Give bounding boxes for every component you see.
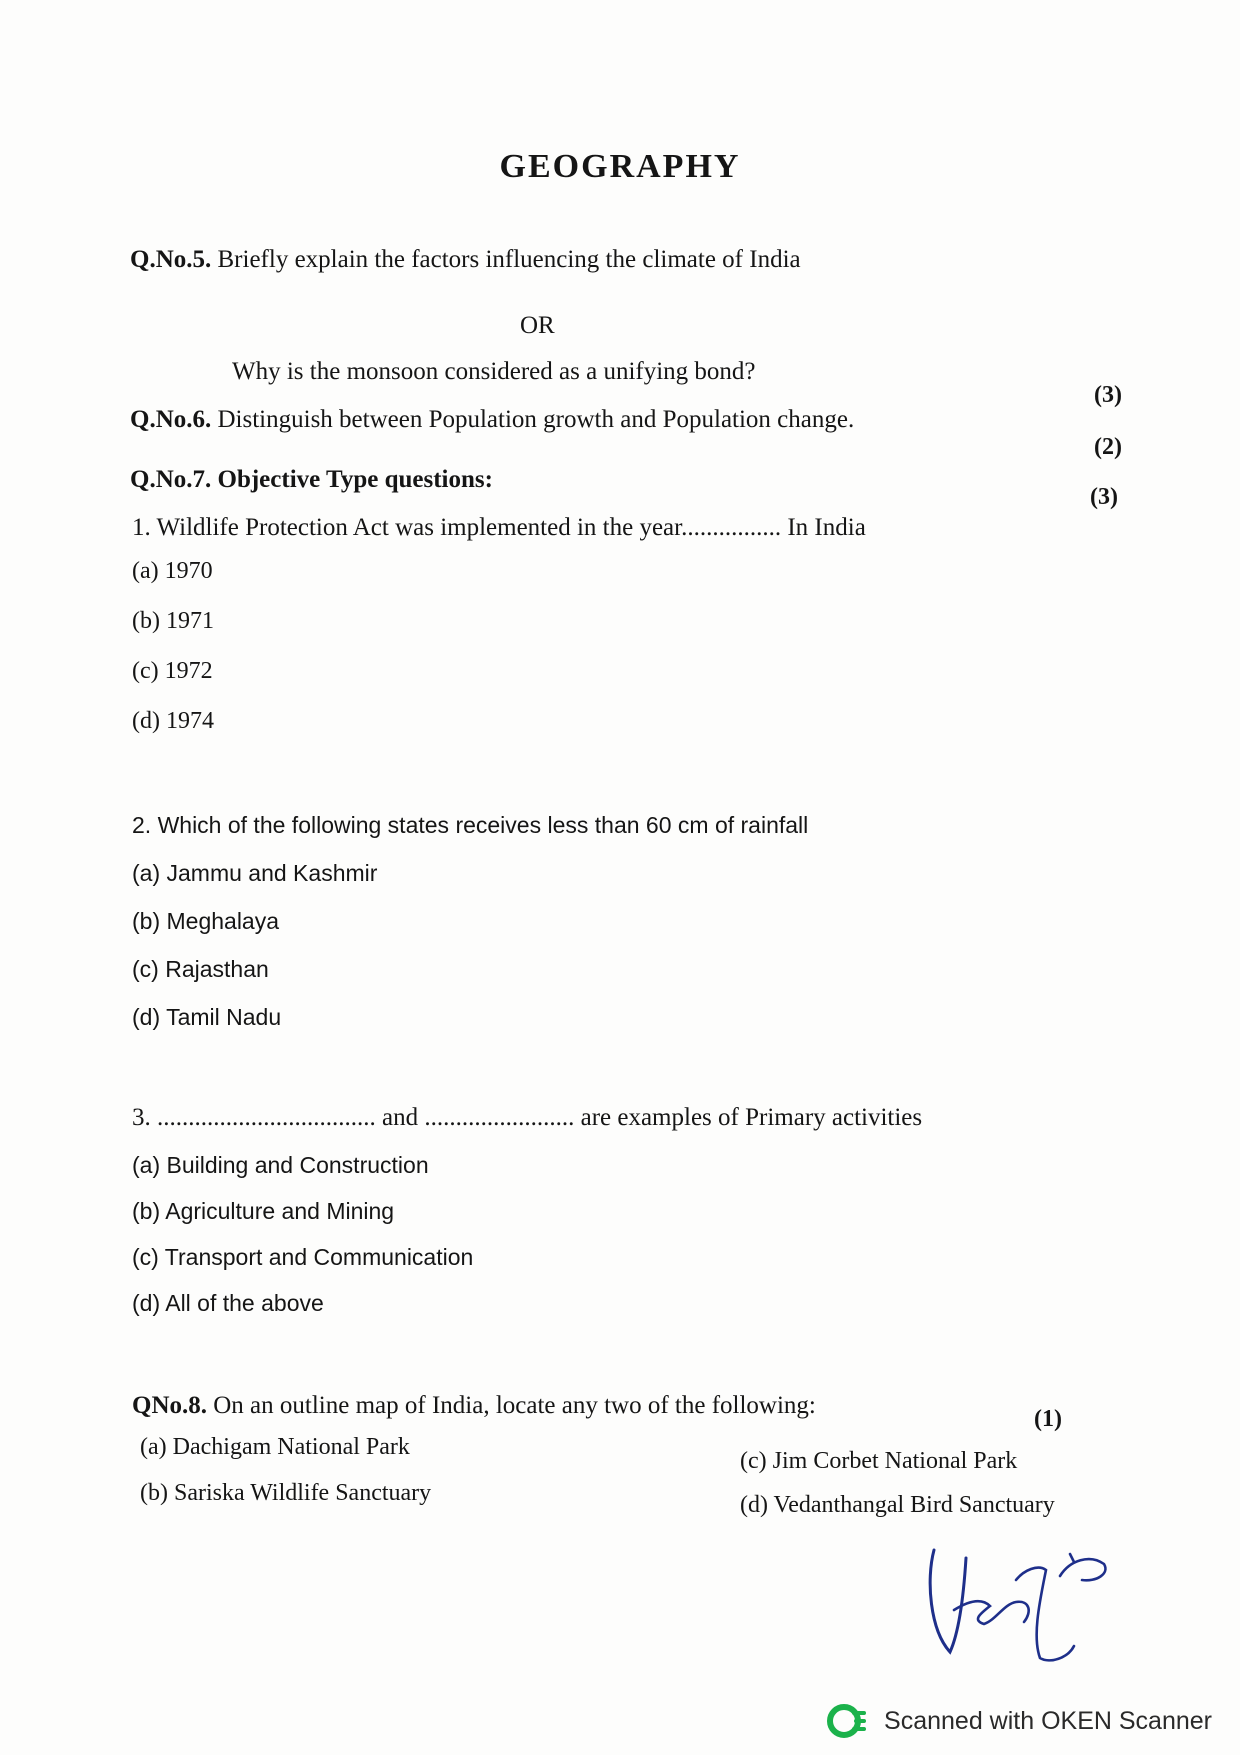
q7-item3-stem: 3. ................................... and ........................ are examples of Primary activities <box>132 1104 923 1131</box>
q7-label: Q.No.7. <box>130 466 212 493</box>
q7-item1-stem: 1. Wildlife Protection Act was implemented in the year................ In India <box>132 514 866 541</box>
q8-option-b: (b) Sariska Wildlife Sanctuary <box>140 1480 432 1506</box>
q6-label: Q.No.6. <box>130 406 212 433</box>
q6-question <box>130 406 854 434</box>
q5-or: OR <box>520 312 555 339</box>
q7-item3-option-a: (a) Building and Construction <box>132 1152 429 1178</box>
q8-question <box>132 1392 816 1420</box>
q7-text: Objective Type questions: <box>217 466 493 493</box>
q8-text: On an outline map of India, locate any two of the following: <box>213 1392 816 1419</box>
q5-marks: (3) <box>1094 382 1122 408</box>
q7-item3-option-b: (b) Agriculture and Mining <box>132 1198 395 1224</box>
q7-item2-option-a: (a) Jammu and Kashmir <box>132 860 378 886</box>
q7-item2-option-c: (c) Rajasthan <box>132 956 269 982</box>
oken-scanner-logo-icon <box>826 1703 870 1739</box>
scanner-footer-text: Scanned with OKEN Scanner <box>884 1706 1212 1735</box>
q7-item3-option-d: (d) All of the above <box>132 1290 324 1316</box>
scanner-footer <box>826 1703 1212 1739</box>
q7-marks: (3) <box>1090 484 1118 510</box>
q8-option-d: (d) Vedanthangal Bird Sanctuary <box>740 1492 1055 1518</box>
q5-alternative: Why is the monsoon considered as a unifying bond? <box>232 358 756 385</box>
page-title: GEOGRAPHY <box>499 148 741 185</box>
q7-item2-stem: 2. Which of the following states receives less than 60 cm of rainfall <box>132 812 809 838</box>
q8-marks: (1) <box>1034 1406 1062 1432</box>
q8-option-c: (c) Jim Corbet National Park <box>740 1448 1018 1474</box>
q7-question <box>130 466 493 494</box>
q7-item3-option-c: (c) Transport and Communication <box>132 1244 474 1270</box>
q7-item1-option-b: (b) 1971 <box>132 608 214 634</box>
q7-item2-option-b: (b) Meghalaya <box>132 908 280 934</box>
q5-question <box>130 246 801 274</box>
q7-item2-option-d: (d) Tamil Nadu <box>132 1004 282 1030</box>
q8-label: QNo.8. <box>132 1392 207 1419</box>
q8-option-a: (a) Dachigam National Park <box>140 1434 410 1460</box>
q7-item1-option-c: (c) 1972 <box>132 658 213 684</box>
q5-text: Briefly explain the factors influencing the climate of India <box>217 246 801 273</box>
signature-drawing <box>920 1540 1120 1670</box>
q7-item1-option-a: (a) 1970 <box>132 558 213 584</box>
q5-label: Q.No.5. <box>130 246 212 273</box>
q7-item1-option-d: (d) 1974 <box>132 708 214 734</box>
q6-text: Distinguish between Population growth and Population change. <box>217 406 855 433</box>
q6-marks: (2) <box>1094 434 1122 460</box>
